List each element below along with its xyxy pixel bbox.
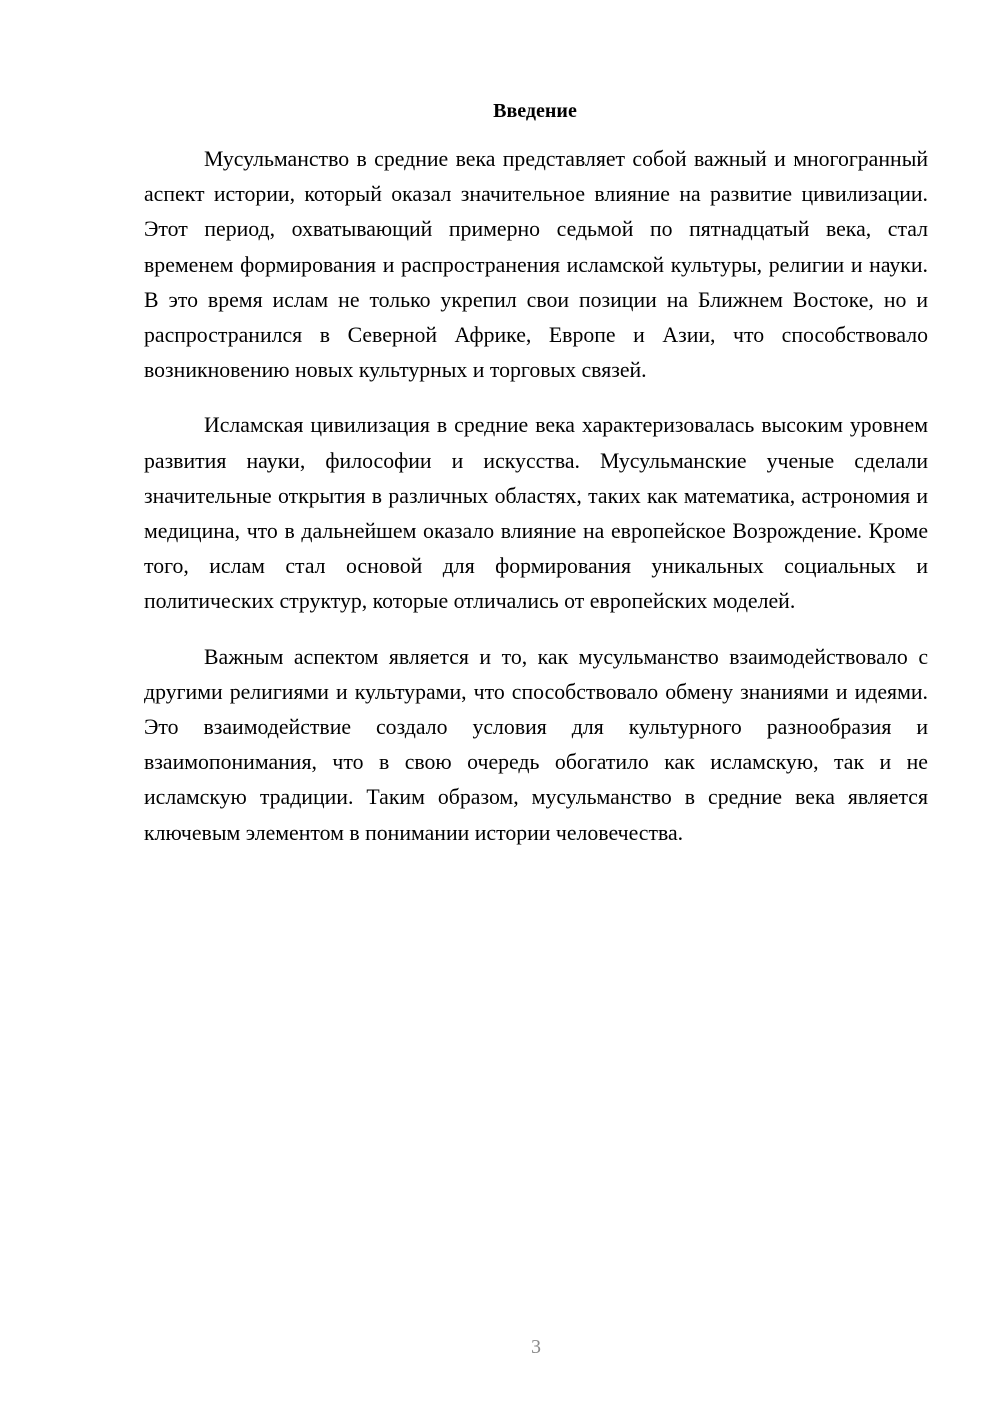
paragraph-1: Мусульманство в средние века представляет собой важный и многогранный аспект истории, который оказал значительное влияние на развитие цивилизации. Этот период, охватывающий примерно седьмой по пятнадцатый века, стал временем формирования и распространения исламской культуры, религии и науки. В это время ислам не только укрепил свои позиции на Ближнем Востоке, но и распространился в Северной Африке, Европе и Азии, что способствовало возникновению новых культурных и торговых связей. (144, 147, 928, 383)
paragraph-2: Исламская цивилизация в средние века характеризовалась высоким уровнем развития науки, философии и искусства. Мусульманские ученые сделали значительные открытия в различных областях, таких как математика, астрономия и медицина, что в дальнейшем оказало влияние на европейское Возрождение. Кроме того, ислам стал основой для формирования уникальных социальных и политических структур, которые отличались от европейских моделей. (144, 413, 928, 614)
body-text (144, 142, 928, 871)
paragraph-3: Важным аспектом является и то, как мусульманство взаимодействовало с другими религиями и культурами, что способствовало обмену знаниями и идеями. Это взаимодействие создало условия для культурного разнообразия и взаимопонимания, что в свою очередь обогатило как исламскую, так и не исламскую традиции. Таким образом, мусульманство в средние века является ключевым элементом в понимании истории человечества. (144, 644, 928, 845)
page-title: Введение (493, 100, 577, 122)
page-number: 3 (531, 1336, 541, 1358)
